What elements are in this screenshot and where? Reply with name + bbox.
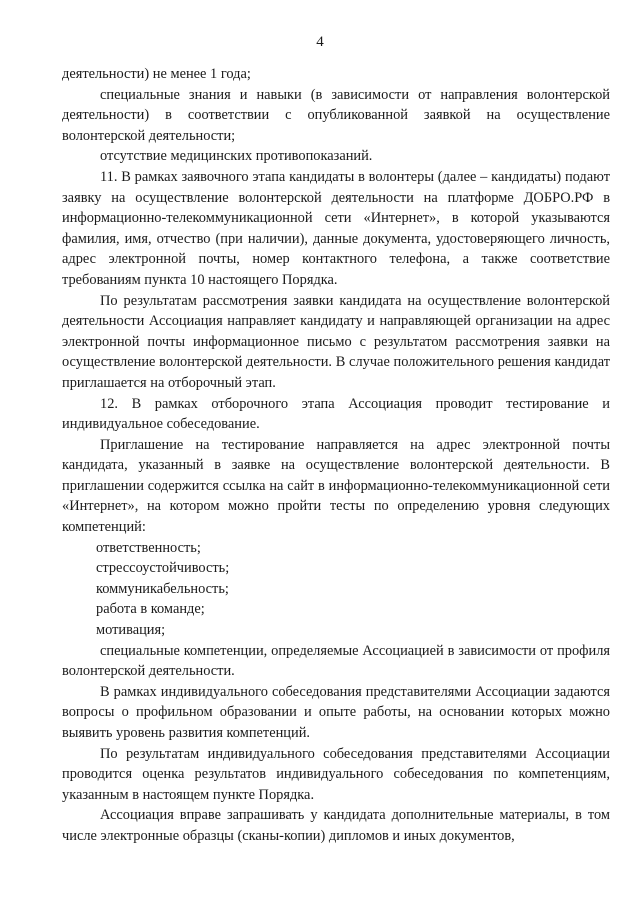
paragraph-testing-invitation: Приглашение на тестирование направляется на адрес электронной почты кандидата, указанный в заявке на осуществление волонтерской деятельности. В приглашении содержится ссылка на сайт в информационно-телекоммуникационной сети «Интернет», на котором можно пройти тесты по определению уровня следующих компетенций: [62, 436, 610, 536]
competency-item: стрессоустойчивость; [96, 560, 230, 577]
paragraph-additional-materials: Ассоциация вправе запрашивать у кандидата дополнительные материалы, в том числе электронные образцы (сканы-копии) дипломов и иных документов, [62, 807, 610, 844]
paragraph-interview: В рамках индивидуального собеседования представителями Ассоциации задаются вопросы о профильном образовании и опыте работы, на основании которых можно выявить уровень развития компетенций. [62, 683, 610, 741]
paragraph-special-skills: специальные знания и навыки (в зависимости от направления волонтерской деятельности) в соответствии с опубликованной заявкой на осуществление волонтерской деятельности; [62, 86, 610, 144]
paragraph-interview-results: По результатам индивидуального собеседования представителями Ассоциации проводится оценка результатов индивидуального собеседования по компетенциям, указанным в настоящем пункте Порядка. [62, 745, 610, 803]
competency-item: ответственность; [96, 539, 201, 556]
paragraph-item-11: 11. В рамках заявочного этапа кандидаты в волонтеры (далее – кандидаты) подают заявку на осуществление волонтерской деятельности на платформе ДОБРО.РФ в информационно-телекоммуникационной сети «Интернет», в которой указываются фамилия, имя, отчество (при наличии), данные документа, удостоверяющего личность, адрес электронной почты, номер контактного телефона, а также соответствие требованиям пункта 10 настоящего Порядка. [62, 168, 610, 288]
competency-item: коммуникабельность; [96, 580, 229, 597]
paragraph-item-12: 12. В рамках отборочного этапа Ассоциация проводит тестирование и индивидуальное собеседование. [62, 395, 610, 433]
document-body [62, 64, 610, 847]
competency-list [62, 538, 610, 641]
paragraph-special-competencies: специальные компетенции, определяемые Ассоциацией в зависимости от профиля волонтерской деятельности. [62, 642, 610, 680]
paragraph-review-results: По результатам рассмотрения заявки кандидата на осуществление волонтерской деятельности Ассоциация направляет кандидату и направляющей организации на адрес электронной почты информационное письмо с результатом рассмотрения заявки на осуществление волонтерской деятельности. В случае положительного решения кандидат приглашается на отборочный этап. [62, 292, 610, 391]
paragraph-no-contraindications: отсутствие медицинских противопоказаний. [100, 148, 373, 165]
page-number: 4 [316, 34, 324, 50]
competency-item: мотивация; [96, 622, 166, 639]
competency-item: работа в команде; [96, 601, 205, 618]
paragraph-continuation: деятельности) не менее 1 года; [62, 66, 251, 82]
